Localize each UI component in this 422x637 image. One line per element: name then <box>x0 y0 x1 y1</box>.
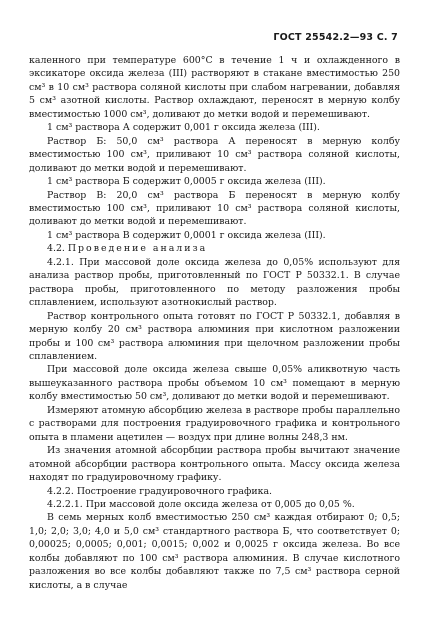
paragraph-solution-a-content: 1 см³ раствора А содержит 0,001 г оксида железа (III). <box>47 122 320 134</box>
paragraph-4-2-1: 4.2.1. При массовой доле оксида железа до 0,05% используют для анализа раствор пробы, приготовленный по ГОСТ Р 50332.1. В случае раствора пробы, приготовленного по методу разложения пробы сплавлением, используют азотнокислый раствор. <box>29 256 400 309</box>
paragraph-solution-b-content: 1 см³ раствора Б содержит 0,0005 г оксида железа (III). <box>47 176 326 188</box>
page-header: ГОСТ 25542.2—93 С. 7 <box>273 32 398 43</box>
section-heading-4-2 <box>29 242 400 255</box>
paragraph-over-0-05: При массовой доле оксида железа свыше 0,05% аликвотную часть вышеуказанного раствора пробы объемом 10 см³ помещают в мерную колбу вместимостью 50 см³, доливают до метки водой и перемешивают. <box>29 364 400 403</box>
paragraph-control-experiment: Раствор контрольного опыта готовят по ГОСТ Р 50332.1, добавляя в мерную колбу 20 см³ раствора алюминия при кислотном разложении пробы и 100 см³ раствора алюминия при щелочном разложении пробы сплавлением. <box>29 310 400 362</box>
paragraph-solution-v-content: 1 см³ раствора В содержит 0,0001 г оксида железа (III). <box>47 229 326 241</box>
section-title: Проведение анализа <box>67 243 208 255</box>
paragraph-4-2-2: 4.2.2. Построение градуировочного графика. <box>47 485 273 497</box>
paragraph-subtract-control: Из значения атомной абсорбции раствора пробы вычитают значение атомной абсорбции раствора контрольного опыта. Массу оксида железа находят по градуировочному графику. <box>29 445 400 484</box>
paragraph-solution-b: Раствор Б: 50,0 см³ раствора А переносят в мерную колбу вместимостью 100 см³, приливают 10 см³ раствора соляной кислоты, доливают до метки водой и перемешивают. <box>29 135 400 174</box>
paragraph-measure-absorption: Измеряют атомную абсорбцию железа в растворе пробы параллельно с растворами для построения градуировочного графика и контрольного опыта в пламени ацетилен — воздух при длине волны 248,3 нм. <box>29 404 400 443</box>
paragraph-solution-v: Раствор В: 20,0 см³ раствора Б переносят в мерную колбу вместимостью 100 см³, приливают 10 см³ раствора соляной кислоты, доливают до метки водой и перемешивают. <box>29 189 400 228</box>
paragraph-seven-flasks: В семь мерных колб вместимостью 250 см³ каждая отбирают 0; 0,5; 1,0; 2,0; 3,0; 4,0 и 5,0 см³ стандартного раствора Б, что соответствует 0; 0,00025; 0,0005; 0,001; 0,0015; 0,002 и 0,0025 г оксида железа. Во все колбы добавляют по 100 см³ раствора алюминия. В случае кислотного разложения во все колбы добавляют также по 7,5 см³ раствора серной кислоты, а в случае <box>29 512 400 591</box>
document-body <box>29 54 400 592</box>
section-number: 4.2. <box>47 243 65 255</box>
paragraph-4-2-2-1: 4.2.2.1. При массовой доле оксида железа от 0,005 до 0,05 %. <box>47 498 355 510</box>
paragraph-continuation: каленного при температуре 600°С в течение 1 ч и охлажденного в эксикаторе оксида железа (III) растворяют в стакане вместимостью 250 см³ в 10 см³ раствора соляной кислоты при слабом нагревании, добавляя 5 см³ азотной кислоты. Раствор охлаждают, переносят в мерную колбу вместимостью 1000 см³, доливают до метки водой и перемешивают. <box>29 55 400 120</box>
